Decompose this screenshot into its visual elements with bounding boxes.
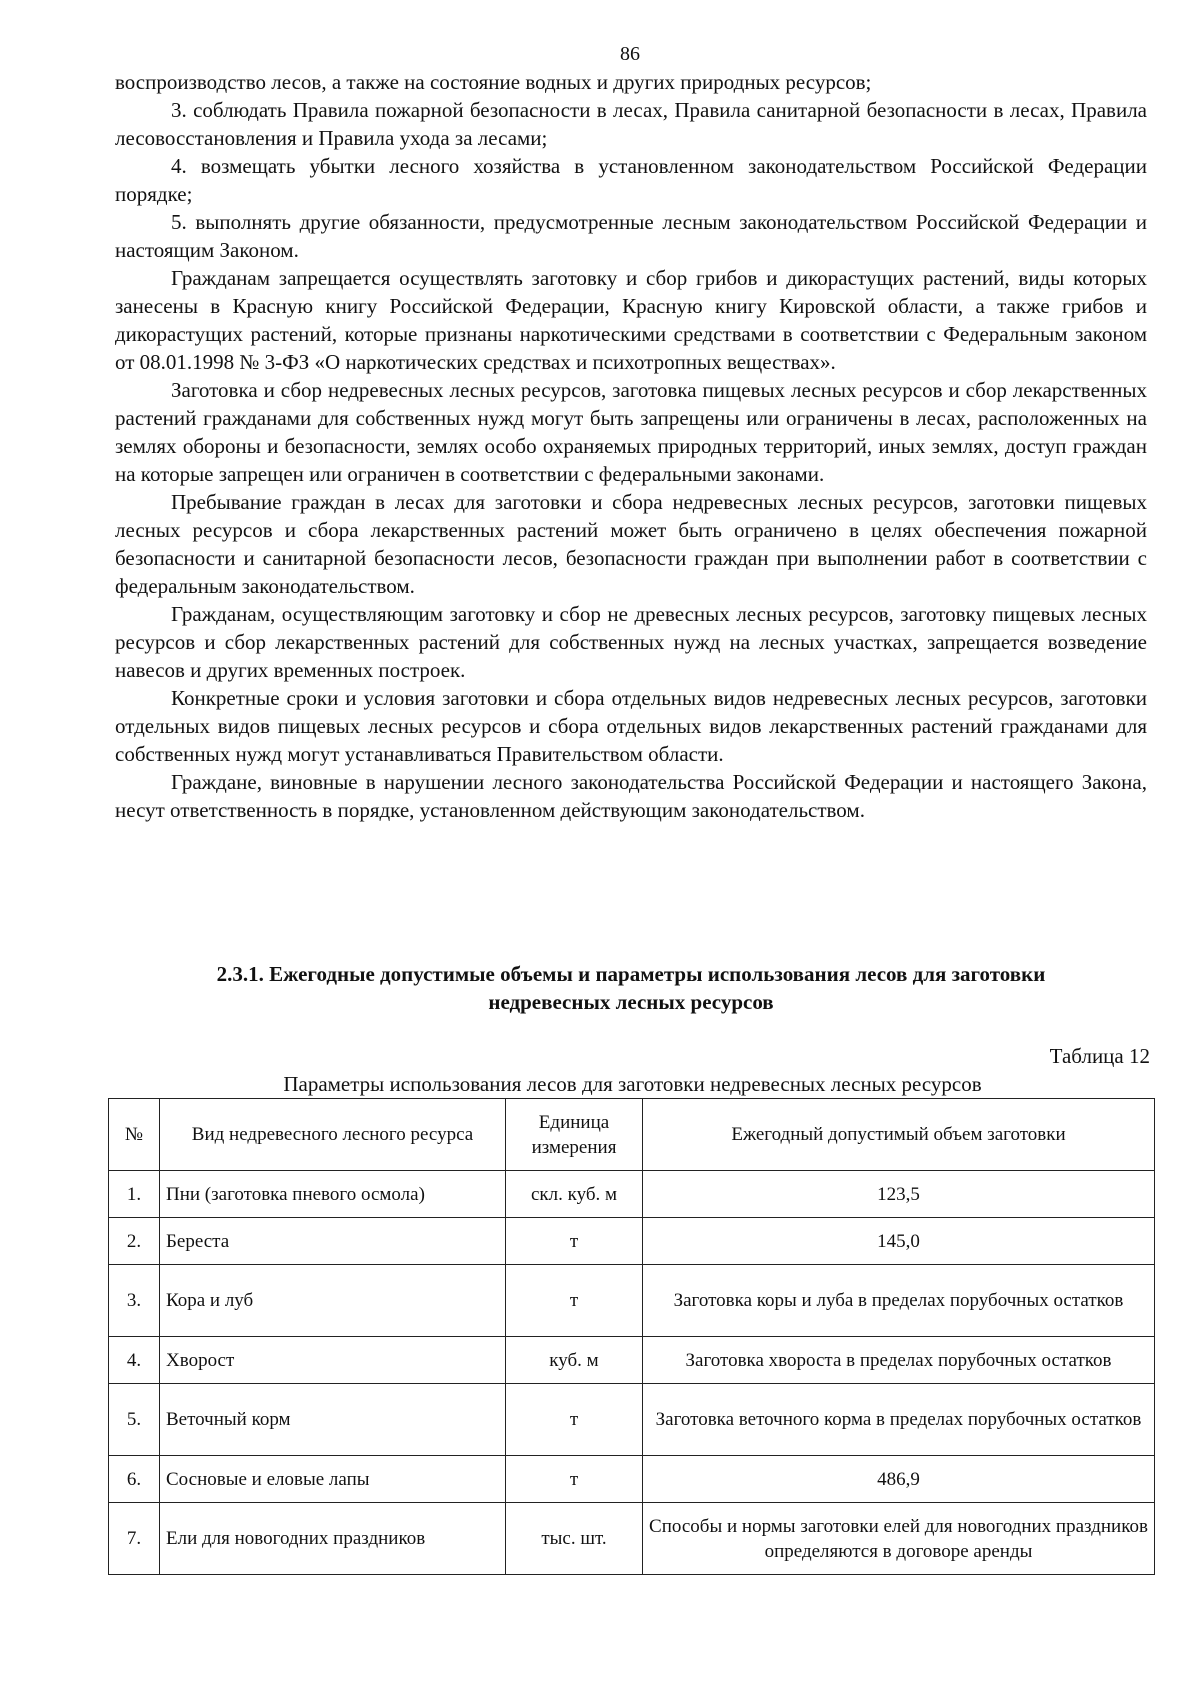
table-row [109,1503,1155,1575]
paragraph: Заготовка и сбор недревесных лесных ресурсов, заготовка пищевых лесных ресурсов и сбор лекарственных растений гражданами для собственных нужд могут быть запрещены или ограничены в лесах, расположенных на землях обороны и безопасности, землях особо охраняемых природных территорий, иных землях, доступ граждан на которые запрещен или ограничен в соответствии с федеральными законами. [115,378,1147,486]
paragraph: Конкретные сроки и условия заготовки и сбора отдельных видов недревесных лесных ресурсов, заготовки отдельных видов пищевых лесных ресурсов и сбора отдельных видов лекарственных растений гражданами для собственных нужд могут устанавливаться Правительством области. [115,686,1147,766]
cell-unit: куб. м [506,1337,643,1384]
table-caption: Параметры использования лесов для заготовки недревесных лесных ресурсов [283,1072,982,1096]
table-row [109,1456,1155,1503]
section-heading-line: недревесных лесных ресурсов [488,990,774,1014]
cell-volume: 145,0 [643,1218,1155,1265]
cell-volume: 123,5 [643,1171,1155,1218]
paragraph: 3. соблюдать Правила пожарной безопасности в лесах, Правила санитарной безопасности в лесах, Правила лесовосстановления и Правила ухода за лесами; [115,98,1147,150]
cell-unit: скл. куб. м [506,1171,643,1218]
section-heading-line: 2.3.1. Ежегодные допустимые объемы и параметры использования лесов для заготовки [216,962,1046,986]
paragraph: воспроизводство лесов, а также на состояние водных и других природных ресурсов; [115,70,872,94]
paragraph: Пребывание граждан в лесах для заготовки и сбора недревесных лесных ресурсов, заготовки пищевых лесных ресурсов и сбора лекарственных растений может быть ограничено в целях обеспечения пожарной безопасности и санитарной безопасности лесов, безопасности граждан при выполнении работ в соответствии с федеральным законодательством. [115,490,1147,598]
header-num: № [109,1099,160,1171]
cell-resource: Ели для новогодних праздников [160,1503,506,1575]
cell-num: 1. [109,1171,160,1218]
header-resource: Вид недревесного лесного ресурса [160,1099,506,1171]
cell-num: 7. [109,1503,160,1575]
cell-resource: Хворост [160,1337,506,1384]
cell-num: 5. [109,1384,160,1456]
cell-num: 6. [109,1456,160,1503]
header-unit: Единица измерения [506,1099,643,1171]
cell-resource: Кора и луб [160,1265,506,1337]
cell-volume: Способы и нормы заготовки елей для новогодних праздников определяются в договоре аренды [643,1503,1155,1575]
table-label: Таблица 12 [1049,1044,1150,1068]
table-header-row [109,1099,1155,1171]
body-text [115,68,1147,824]
table-row [109,1384,1155,1456]
page-number: 86 [620,43,640,65]
table-row [109,1265,1155,1337]
cell-volume: Заготовка веточного корма в пределах порубочных остатков [643,1384,1155,1456]
resources-table [108,1098,1155,1575]
table-row [109,1218,1155,1265]
cell-num: 3. [109,1265,160,1337]
cell-unit: т [506,1384,643,1456]
cell-num: 2. [109,1218,160,1265]
cell-resource: Пни (заготовка пневого осмола) [160,1171,506,1218]
paragraph: Гражданам запрещается осуществлять заготовку и сбор грибов и дикорастущих растений, виды которых занесены в Красную книгу Российской Федерации, Красную книгу Кировской области, а также грибов и дикорастущих растений, которые признаны наркотическими средствами в соответствии с Федеральным законом от 08.01.1998 № 3-ФЗ «О наркотических средствах и психотропных веществах». [115,266,1147,374]
header-volume: Ежегодный допустимый объем заготовки [643,1099,1155,1171]
section-heading [115,960,1147,1016]
cell-num: 4. [109,1337,160,1384]
cell-volume: 486,9 [643,1456,1155,1503]
cell-volume: Заготовка коры и луба в пределах порубочных остатков [643,1265,1155,1337]
cell-unit: т [506,1265,643,1337]
cell-unit: тыс. шт. [506,1503,643,1575]
table-row [109,1337,1155,1384]
cell-unit: т [506,1456,643,1503]
cell-volume: Заготовка хвороста в пределах порубочных остатков [643,1337,1155,1384]
cell-resource: Сосновые и еловые лапы [160,1456,506,1503]
cell-resource: Веточный корм [160,1384,506,1456]
paragraph: 4. возмещать убытки лесного хозяйства в установленном законодательством Российской Федерации порядке; [115,154,1147,206]
paragraph: Граждане, виновные в нарушении лесного законодательства Российской Федерации и настоящего Закона, несут ответственность в порядке, установленном действующим законодательством. [115,770,1147,822]
cell-resource: Береста [160,1218,506,1265]
paragraph: 5. выполнять другие обязанности, предусмотренные лесным законодательством Российской Федерации и настоящим Законом. [115,210,1147,262]
table-row [109,1171,1155,1218]
cell-unit: т [506,1218,643,1265]
paragraph: Гражданам, осуществляющим заготовку и сбор не древесных лесных ресурсов, заготовку пищевых лесных ресурсов и сбор лекарственных растений для собственных нужд на лесных участках, запрещается возведение навесов и других временных построек. [115,602,1147,682]
